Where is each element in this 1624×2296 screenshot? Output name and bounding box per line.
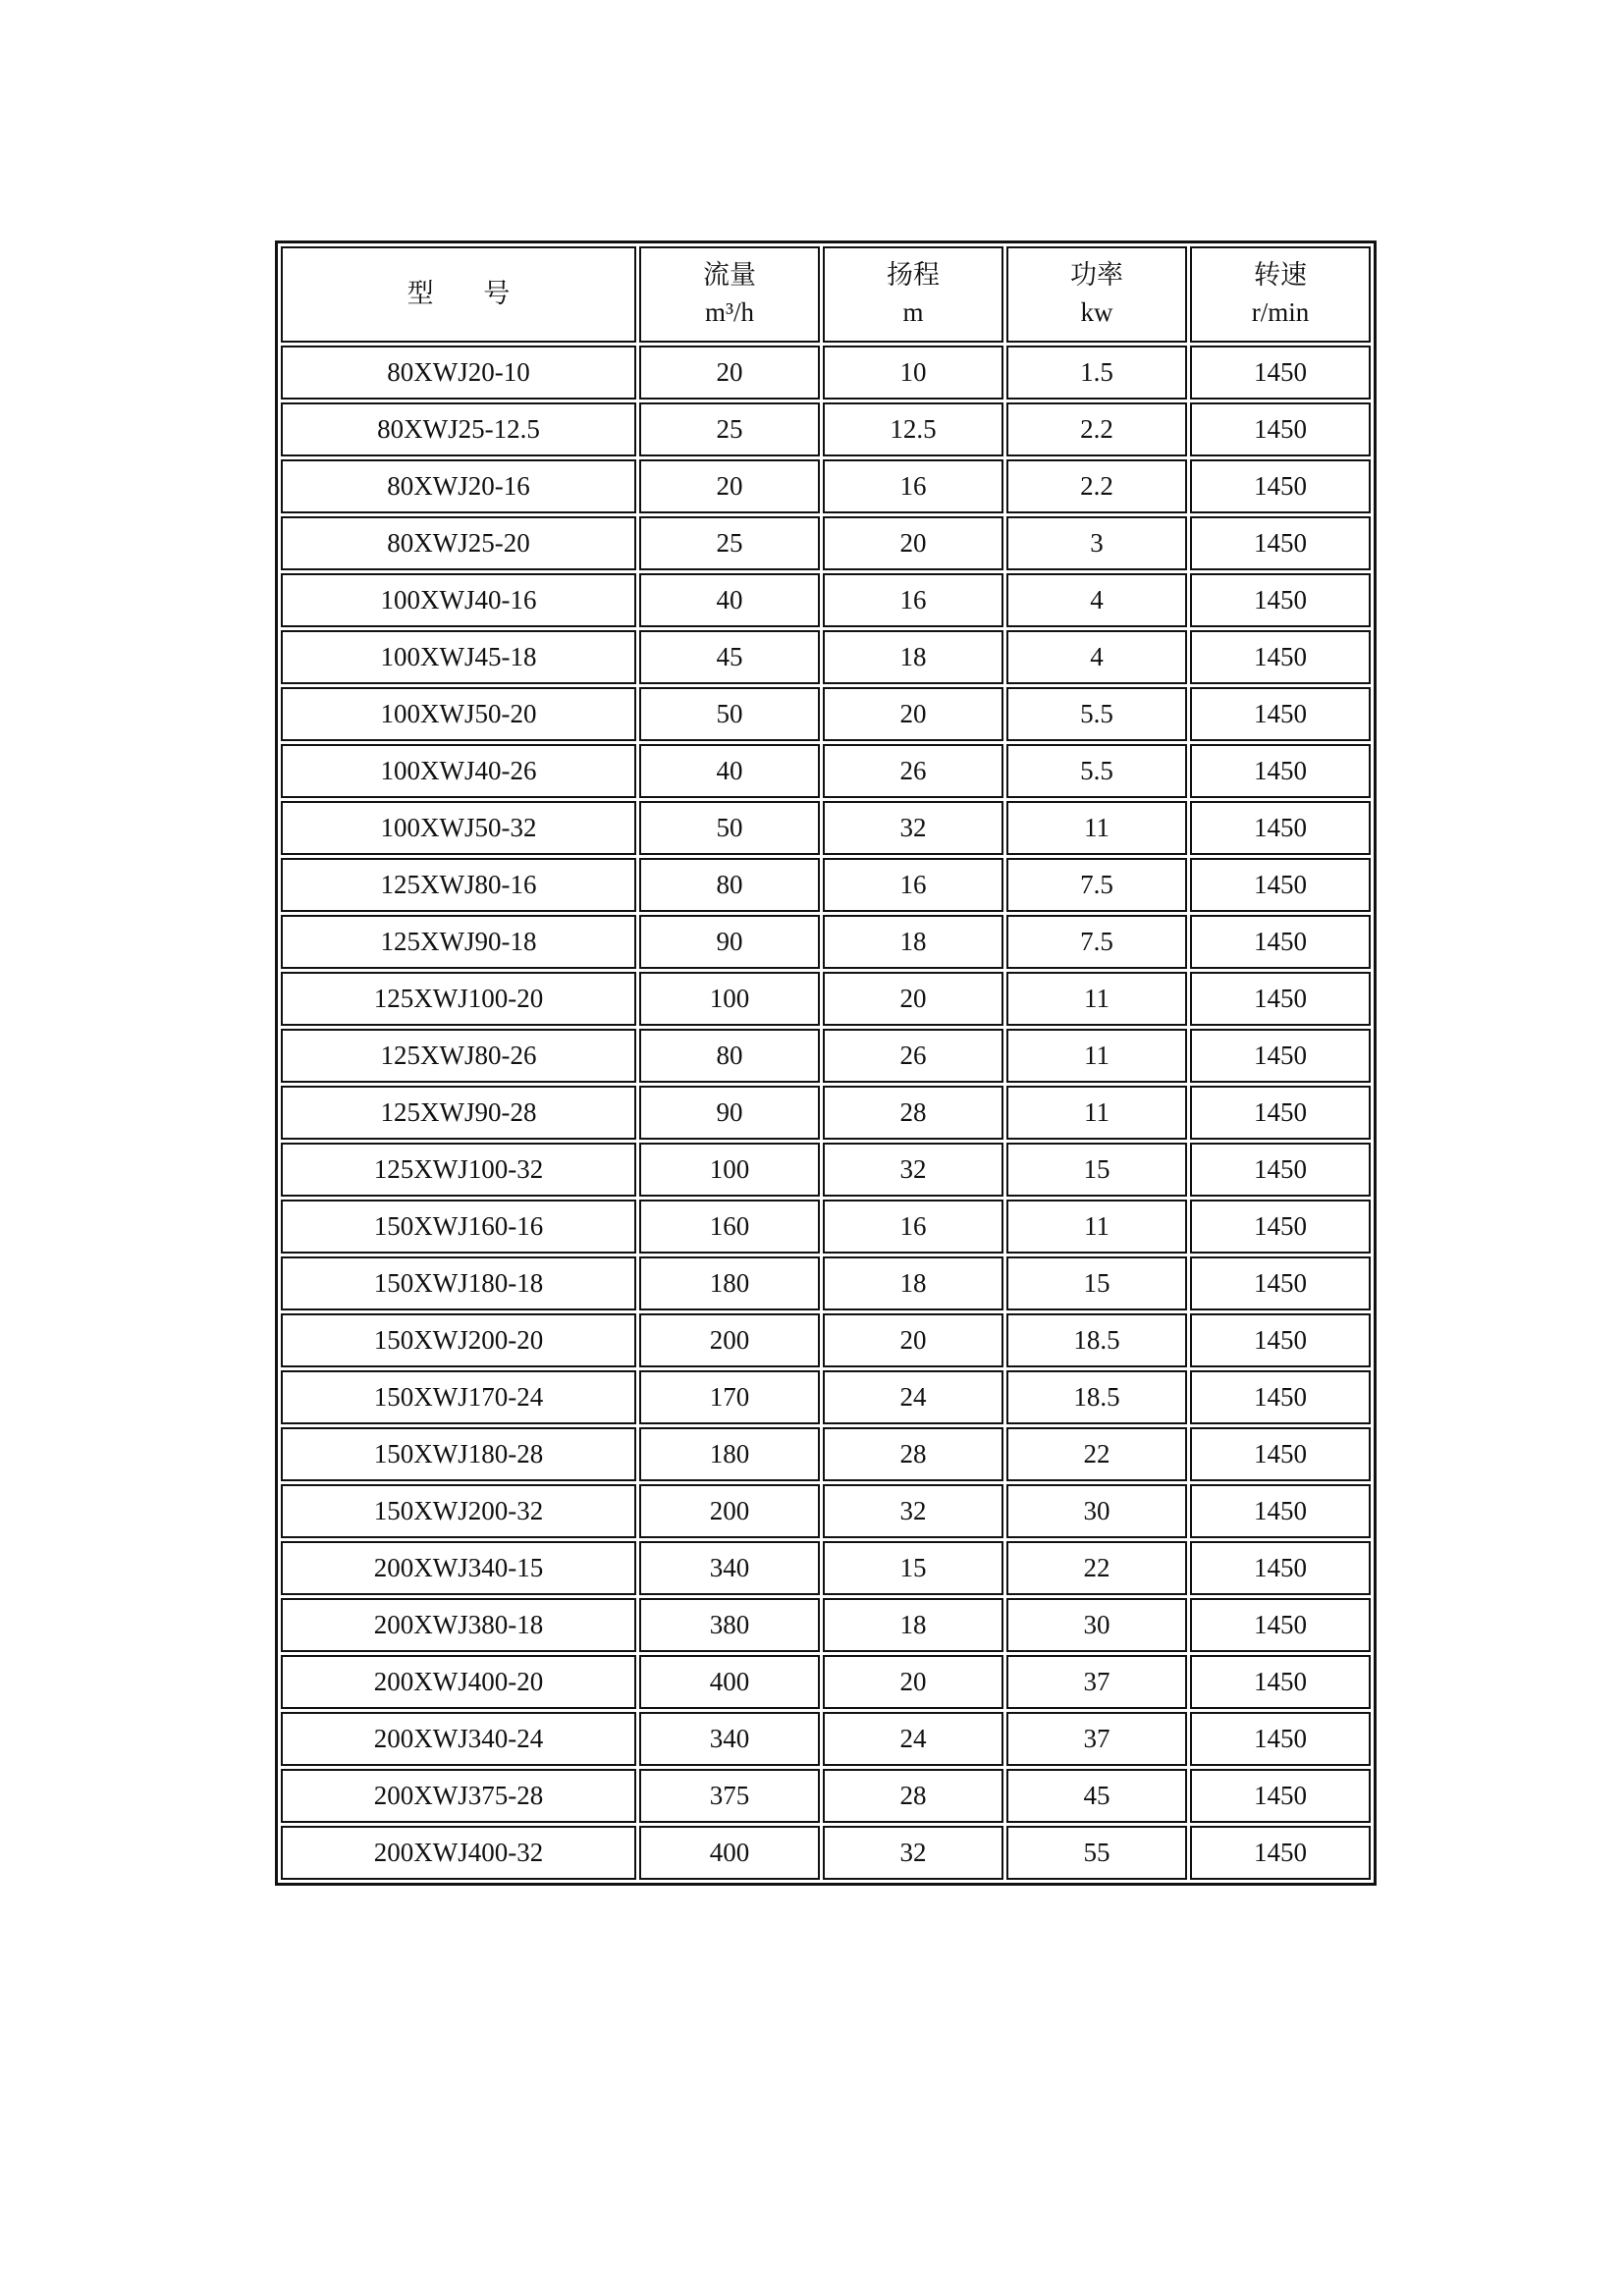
cell-head: 20 [823, 516, 1003, 570]
cell-speed: 1450 [1190, 1484, 1371, 1538]
cell-speed: 1450 [1190, 1427, 1371, 1481]
cell-speed: 1450 [1190, 858, 1371, 912]
cell-head: 24 [823, 1370, 1003, 1424]
cell-flow: 20 [639, 346, 820, 400]
cell-speed: 1450 [1190, 744, 1371, 798]
cell-flow: 90 [639, 1086, 820, 1140]
table-body [281, 346, 1371, 1880]
table-row [281, 1143, 1371, 1197]
cell-head: 20 [823, 687, 1003, 741]
header-power [1006, 246, 1187, 343]
header-head [823, 246, 1003, 343]
cell-flow: 20 [639, 459, 820, 513]
cell-model: 80XWJ25-20 [281, 516, 636, 570]
cell-head: 12.5 [823, 402, 1003, 456]
cell-model: 200XWJ400-32 [281, 1826, 636, 1880]
cell-power: 4 [1006, 573, 1187, 627]
table-row [281, 573, 1371, 627]
cell-speed: 1450 [1190, 402, 1371, 456]
cell-model: 200XWJ340-24 [281, 1712, 636, 1766]
cell-head: 15 [823, 1541, 1003, 1595]
table-row [281, 346, 1371, 400]
cell-model: 100XWJ40-26 [281, 744, 636, 798]
cell-head: 32 [823, 1826, 1003, 1880]
cell-model: 150XWJ180-28 [281, 1427, 636, 1481]
cell-power: 18.5 [1006, 1313, 1187, 1367]
table-row [281, 858, 1371, 912]
table-row [281, 630, 1371, 684]
cell-head: 16 [823, 459, 1003, 513]
cell-power: 15 [1006, 1143, 1187, 1197]
cell-power: 2.2 [1006, 402, 1187, 456]
cell-speed: 1450 [1190, 630, 1371, 684]
cell-flow: 40 [639, 744, 820, 798]
cell-head: 20 [823, 972, 1003, 1026]
cell-model: 125XWJ90-18 [281, 915, 636, 969]
cell-speed: 1450 [1190, 459, 1371, 513]
cell-power: 37 [1006, 1712, 1187, 1766]
cell-flow: 170 [639, 1370, 820, 1424]
cell-speed: 1450 [1190, 801, 1371, 855]
table-row [281, 1655, 1371, 1709]
cell-speed: 1450 [1190, 1200, 1371, 1254]
cell-model: 100XWJ40-16 [281, 573, 636, 627]
cell-speed: 1450 [1190, 1712, 1371, 1766]
table-row [281, 1826, 1371, 1880]
cell-head: 26 [823, 744, 1003, 798]
cell-model: 200XWJ375-28 [281, 1769, 636, 1823]
cell-speed: 1450 [1190, 1086, 1371, 1140]
cell-power: 37 [1006, 1655, 1187, 1709]
cell-head: 18 [823, 915, 1003, 969]
cell-model: 80XWJ25-12.5 [281, 402, 636, 456]
table-row [281, 801, 1371, 855]
cell-head: 16 [823, 1200, 1003, 1254]
pump-spec-table [275, 240, 1377, 1886]
cell-speed: 1450 [1190, 1313, 1371, 1367]
table-row [281, 459, 1371, 513]
cell-flow: 400 [639, 1655, 820, 1709]
cell-model: 125XWJ90-28 [281, 1086, 636, 1140]
cell-power: 11 [1006, 972, 1187, 1026]
cell-power: 5.5 [1006, 744, 1187, 798]
cell-flow: 45 [639, 630, 820, 684]
cell-model: 80XWJ20-10 [281, 346, 636, 400]
table-row [281, 1769, 1371, 1823]
cell-model: 100XWJ50-20 [281, 687, 636, 741]
cell-flow: 200 [639, 1313, 820, 1367]
cell-speed: 1450 [1190, 915, 1371, 969]
cell-flow: 340 [639, 1712, 820, 1766]
cell-speed: 1450 [1190, 1029, 1371, 1083]
cell-power: 22 [1006, 1541, 1187, 1595]
cell-head: 28 [823, 1086, 1003, 1140]
cell-model: 150XWJ200-20 [281, 1313, 636, 1367]
cell-head: 26 [823, 1029, 1003, 1083]
cell-model: 200XWJ380-18 [281, 1598, 636, 1652]
cell-head: 24 [823, 1712, 1003, 1766]
cell-model: 200XWJ340-15 [281, 1541, 636, 1595]
table-row [281, 1313, 1371, 1367]
cell-power: 22 [1006, 1427, 1187, 1481]
cell-flow: 50 [639, 801, 820, 855]
cell-head: 20 [823, 1655, 1003, 1709]
cell-head: 18 [823, 1256, 1003, 1310]
cell-power: 4 [1006, 630, 1187, 684]
header-power-label: 功率 [1070, 260, 1123, 291]
cell-speed: 1450 [1190, 687, 1371, 741]
cell-flow: 40 [639, 573, 820, 627]
cell-flow: 380 [639, 1598, 820, 1652]
table-row [281, 1484, 1371, 1538]
cell-speed: 1450 [1190, 1541, 1371, 1595]
cell-model: 125XWJ100-20 [281, 972, 636, 1026]
cell-flow: 100 [639, 972, 820, 1026]
table-row [281, 915, 1371, 969]
cell-speed: 1450 [1190, 1256, 1371, 1310]
cell-flow: 100 [639, 1143, 820, 1197]
cell-flow: 340 [639, 1541, 820, 1595]
table-row [281, 687, 1371, 741]
table-header [281, 246, 1371, 343]
table-row [281, 1200, 1371, 1254]
cell-model: 125XWJ80-26 [281, 1029, 636, 1083]
cell-flow: 200 [639, 1484, 820, 1538]
cell-power: 11 [1006, 801, 1187, 855]
cell-power: 1.5 [1006, 346, 1187, 400]
table-row [281, 744, 1371, 798]
cell-speed: 1450 [1190, 1826, 1371, 1880]
cell-flow: 160 [639, 1200, 820, 1254]
cell-flow: 180 [639, 1427, 820, 1481]
cell-model: 100XWJ45-18 [281, 630, 636, 684]
cell-head: 18 [823, 1598, 1003, 1652]
cell-head: 32 [823, 1143, 1003, 1197]
cell-model: 80XWJ20-16 [281, 459, 636, 513]
header-speed-label: 转速 [1254, 260, 1307, 291]
cell-power: 7.5 [1006, 915, 1187, 969]
cell-power: 45 [1006, 1769, 1187, 1823]
header-flow [639, 246, 820, 343]
header-model-label: 型 号 [406, 279, 532, 309]
cell-power: 30 [1006, 1598, 1187, 1652]
cell-head: 32 [823, 801, 1003, 855]
cell-head: 28 [823, 1769, 1003, 1823]
cell-flow: 25 [639, 516, 820, 570]
cell-model: 150XWJ200-32 [281, 1484, 636, 1538]
cell-power: 18.5 [1006, 1370, 1187, 1424]
cell-speed: 1450 [1190, 1769, 1371, 1823]
header-flow-unit: m³/h [704, 297, 755, 327]
cell-flow: 50 [639, 687, 820, 741]
cell-speed: 1450 [1190, 1655, 1371, 1709]
cell-model: 200XWJ400-20 [281, 1655, 636, 1709]
cell-power: 5.5 [1006, 687, 1187, 741]
cell-speed: 1450 [1190, 1143, 1371, 1197]
cell-head: 18 [823, 630, 1003, 684]
cell-flow: 400 [639, 1826, 820, 1880]
cell-power: 11 [1006, 1086, 1187, 1140]
table-row [281, 1029, 1371, 1083]
cell-flow: 375 [639, 1769, 820, 1823]
cell-speed: 1450 [1190, 972, 1371, 1026]
cell-power: 55 [1006, 1826, 1187, 1880]
table-row [281, 1541, 1371, 1595]
header-row [281, 246, 1371, 343]
cell-power: 2.2 [1006, 459, 1187, 513]
cell-speed: 1450 [1190, 573, 1371, 627]
cell-power: 11 [1006, 1029, 1187, 1083]
header-head-unit: m [902, 297, 924, 327]
table-row [281, 516, 1371, 570]
cell-power: 15 [1006, 1256, 1187, 1310]
cell-head: 16 [823, 573, 1003, 627]
cell-power: 11 [1006, 1200, 1187, 1254]
table-row [281, 1598, 1371, 1652]
cell-flow: 90 [639, 915, 820, 969]
table-row [281, 1256, 1371, 1310]
header-model [281, 246, 636, 343]
table-row [281, 1370, 1371, 1424]
cell-head: 20 [823, 1313, 1003, 1367]
cell-speed: 1450 [1190, 516, 1371, 570]
table-row [281, 1712, 1371, 1766]
cell-model: 125XWJ100-32 [281, 1143, 636, 1197]
cell-speed: 1450 [1190, 1598, 1371, 1652]
header-power-unit: kw [1080, 297, 1113, 327]
cell-model: 125XWJ80-16 [281, 858, 636, 912]
cell-head: 28 [823, 1427, 1003, 1481]
cell-flow: 80 [639, 858, 820, 912]
header-speed-unit: r/min [1251, 297, 1310, 327]
cell-model: 100XWJ50-32 [281, 801, 636, 855]
cell-power: 7.5 [1006, 858, 1187, 912]
header-flow-label: 流量 [703, 260, 756, 291]
cell-flow: 80 [639, 1029, 820, 1083]
table-row [281, 972, 1371, 1026]
cell-model: 150XWJ170-24 [281, 1370, 636, 1424]
cell-flow: 25 [639, 402, 820, 456]
cell-model: 150XWJ160-16 [281, 1200, 636, 1254]
cell-head: 16 [823, 858, 1003, 912]
cell-power: 3 [1006, 516, 1187, 570]
header-head-label: 扬程 [887, 260, 940, 291]
cell-flow: 180 [639, 1256, 820, 1310]
table-row [281, 1427, 1371, 1481]
cell-power: 30 [1006, 1484, 1187, 1538]
cell-head: 32 [823, 1484, 1003, 1538]
cell-speed: 1450 [1190, 1370, 1371, 1424]
cell-model: 150XWJ180-18 [281, 1256, 636, 1310]
table-row [281, 1086, 1371, 1140]
cell-head: 10 [823, 346, 1003, 400]
table-row [281, 402, 1371, 456]
cell-speed: 1450 [1190, 346, 1371, 400]
header-speed [1190, 246, 1371, 343]
